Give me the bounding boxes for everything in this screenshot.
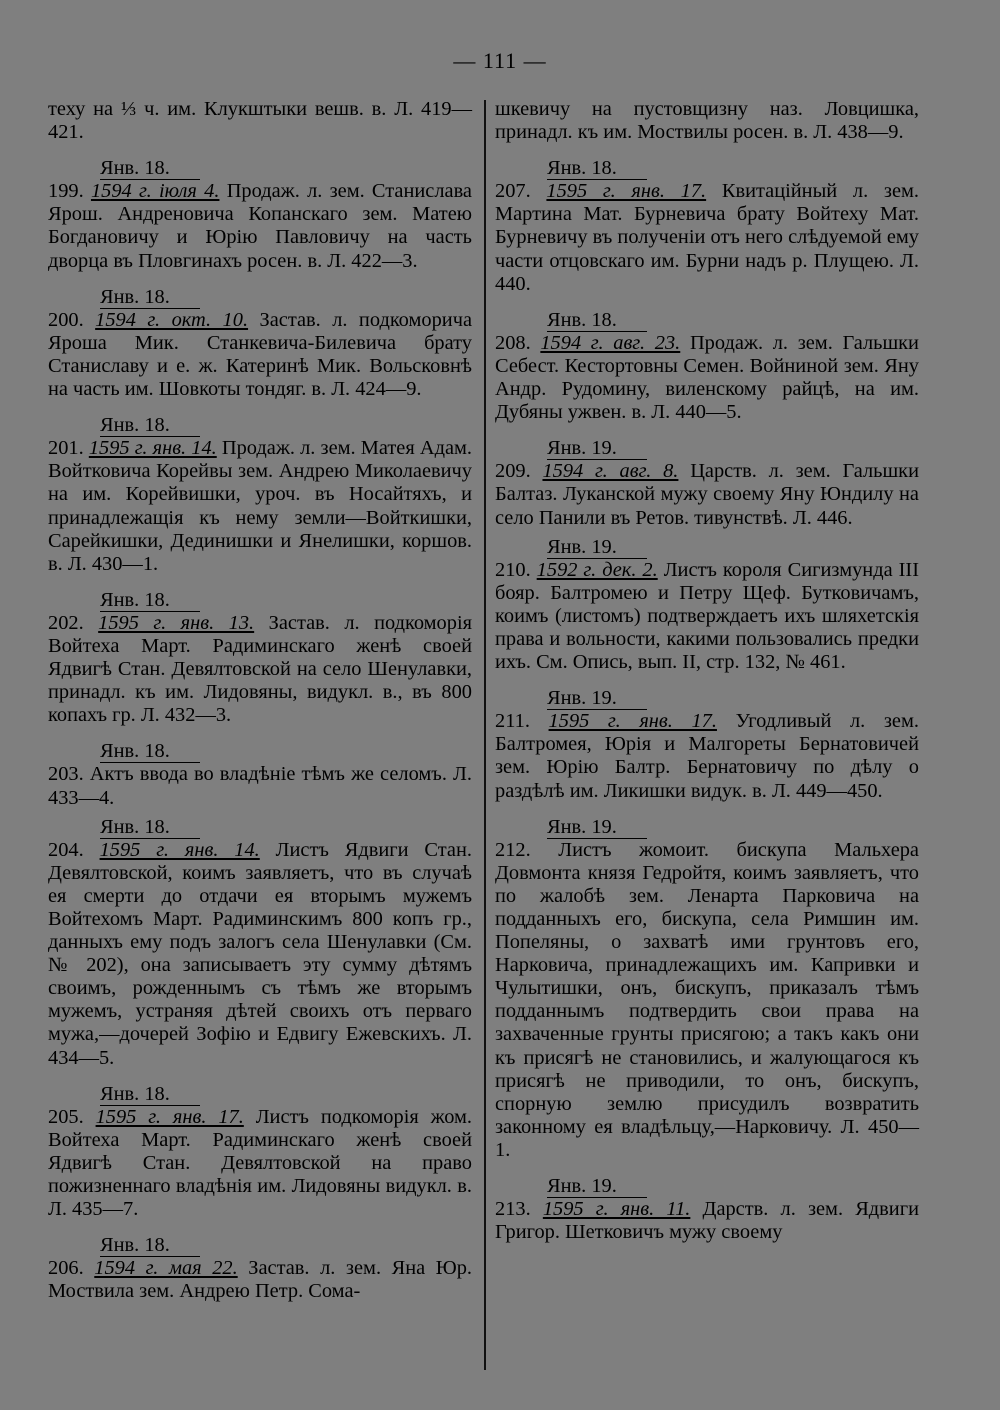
entry-date: 1595 г. янв. 17. (95, 1105, 244, 1128)
entry-206 (48, 1234, 472, 1303)
entry-number: 201. (48, 437, 84, 460)
entry-heading: Янв. 18. (495, 309, 919, 332)
entry-number: 207. (495, 180, 531, 203)
entry-number: 199. (48, 180, 84, 203)
entry-text: Застав. л. подкоморія Войтеха Март. Радиминскаго женѣ своей Ядвигѣ Стан. Девялтовской на село Шенулавки, принадл. къ им. Лидовяны, видукл. в., въ 800 копахъ гр. Л. 432—3. (48, 611, 472, 727)
entry-number: 203. (48, 763, 84, 786)
entry-text: Листъ короля Сигизмунда III бояр. Балтромею и Петру Щеф. Бутковичамъ, коимъ (листомъ) подтверждаетъ ихъ шляхетскія права и вольности, какими пользовались предки ихъ. См. Опись, вып. II, стр. 132, № 461. (495, 558, 919, 674)
entry-number: 206. (48, 1257, 84, 1280)
entry-text: Листъ подкоморія жом. Войтеха Март. Радиминскаго женѣ своей Ядвигѣ Стан. Девялтовской на право пожизненнаго владѣнія им. Лидовяны видукл. в. Л. 435—7. (48, 1105, 473, 1221)
entry-207 (495, 157, 919, 296)
entry-heading: Янв. 19. (495, 1175, 919, 1198)
entry-number: 204. (48, 838, 84, 861)
entry-202 (48, 589, 472, 728)
entry-text: Актъ ввода во владѣніе тѣмъ же селомъ. Л. 433—4. (48, 763, 472, 809)
entry-text: Продаж. л. зем. Матея Адам. Войтковича Корейвы зем. Андрею Миколаевичу на им. Корейвишки, уроч. въ Носайтяхъ, и принадлежащія къ нему земли—Войткишки, Сарейкишки, Дединишки и Янелишки, коршов. в. Л. 430—1. (48, 437, 472, 575)
entry-continuation (48, 98, 472, 144)
entry-text: теху на ⅓ ч. им. Клукштыки вешв. в. Л. 419—421. (48, 98, 472, 144)
column-divider (484, 100, 486, 1370)
right-column (495, 98, 919, 1244)
entry-text: Царств. л. зем. Гальшки Балтаз. Луканской мужу своему Яну Юндилу на село Панили въ Ретов. тивунствѣ. Л. 446. (495, 460, 919, 529)
entry-heading: Янв. 18. (48, 589, 472, 612)
entry-heading: Янв. 18. (48, 740, 472, 763)
entry-number: 211. (495, 710, 530, 733)
entry-date: 1594 г. окт. 10. (95, 308, 249, 331)
entry-number: 209. (495, 460, 531, 483)
entry-heading: Янв. 18. (48, 1083, 472, 1106)
entry-date: 1594 г. авг. 8. (542, 460, 679, 483)
entry-210 (495, 536, 919, 675)
entry-text: Продаж. л. зем. Станислава Ярош. Андреновича Копанскаго зем. Матею Богдановичу и Юрію Павловичу на часть дворца въ Пловгинахъ росен. в. Л. 422—3. (48, 180, 472, 272)
entry-205 (48, 1083, 472, 1222)
entry-text: шкевичу на пустовщизну наз. Ловцишка, принадл. къ им. Моствилы росен. в. Л. 438—9. (495, 98, 919, 144)
entry-201 (48, 414, 472, 576)
entry-text: Застав. л. подкоморича Яроша Мик. Станкевича-Билевича брату Станиславу и е. ж. Катеринѣ Мик. Вольсковнѣ на часть им. Шовкоты тондяг. в. Л. 424—9. (48, 308, 473, 401)
entry-text: Продаж. л. зем. Гальшки Себест. Кестортовны Семен. Войниной зем. Яну Андр. Рудомину, виленскому райцѣ, на им. Дубяны ужвен. в. Л. 440—5. (495, 331, 919, 424)
entry-text: Застав. л. зем. Яна Юр. Моствила зем. Андрею Петр. Сома- (48, 1257, 472, 1303)
entry-212 (495, 816, 919, 1162)
entry-continuation (495, 98, 919, 144)
entry-213 (495, 1175, 919, 1244)
entry-number: 202. (48, 611, 84, 634)
entry-date: 1594 г. іюля 4. (90, 180, 220, 203)
entry-date: 1594 г. авг. 23. (540, 331, 681, 354)
entry-199 (48, 157, 472, 272)
entry-number: 208. (495, 331, 531, 354)
entry-text: Квитаційный л. зем. Мартина Мат. Бурневича брату Войтеху Мат. Бурневичу въ полученіи отъ него слѣдуемой ему части отцовскаго им. Бурни надъ р. Плущею. Л. 440. (495, 180, 920, 295)
entry-date: 1595 г. янв. 14. (99, 838, 260, 861)
entry-text: Листъ Ядвиги Стан. Девялтовской, коимъ заявляетъ, что въ случаѣ ея смерти до отдачи ея вторымъ мужемъ Войтехомъ Март. Радиминскимъ 800 копъ гр., данныхъ ему подъ залогъ села Шенулавки (См. № 202), она записываетъ эту сумму дѣтямъ своимъ, рожденнымъ съ тѣмъ же вторымъ мужемъ, устраняя дѣтей своихъ отъ перваго мужа,—дочерей Зофію и Едвигу Ежевскихъ. Л. 434—5. (48, 838, 472, 1069)
page-number: — 111 — (453, 48, 547, 73)
entry-date: 1595 г. янв. 17. (546, 180, 707, 203)
entry-text: Листъ жомоит. бискупа Мальхера Довмонта князя Гедройтя, коимъ заявляетъ, что по жалобѣ зем. Ленарта Парковича на подданныхъ его, бискупа, села Римшин им. Попеляны, о захватѣ ими грунтовъ его, Нарковича, принадлежащихъ им. Капривки и Чулытишки, онъ, бискупъ, приказалъ тѣмъ подданнымъ подтвердить свои права на захваченные грунты присягою; а такъ какъ они къ присягѣ не становились, и жалующагося къ присягѣ не приводили, то онъ, бискупъ, спорную землю присудилъ возвратить законному ея владѣльцу,—Нарковичу. Л. 450—1. (495, 838, 919, 1161)
entry-heading: Янв. 18. (48, 1234, 472, 1257)
left-column (48, 98, 472, 1304)
entry-heading: Янв. 19. (495, 437, 919, 460)
entry-208 (495, 309, 919, 424)
entry-heading: Янв. 19. (495, 687, 919, 710)
entry-heading: Янв. 19. (495, 816, 919, 839)
entry-date: 1595 г. янв. 11. (542, 1198, 691, 1221)
entry-number: 210. (495, 558, 531, 581)
entry-date: 1595 г. янв. 17. (548, 710, 717, 733)
entry-heading: Янв. 18. (48, 286, 472, 309)
entry-date: 1594 г. мая 22. (94, 1257, 238, 1280)
entry-number: 213. (495, 1198, 531, 1221)
entry-209 (495, 437, 919, 529)
entry-date: 1595 г. янв. 14. (88, 437, 217, 460)
entry-number: 212. (495, 838, 531, 861)
entry-203 (48, 740, 472, 809)
entry-date: 1592 г. дек. 2. (536, 558, 658, 581)
entry-number: 205. (48, 1105, 84, 1128)
entry-text: Угодливый л. зем. Балтромея, Юрія и Малгореты Бернатовичей зем. Юрію Балтр. Бернатовичу по дѣлу о раздѣлѣ им. Ликишки видук. в. Л. 449—450. (495, 710, 919, 802)
entry-date: 1595 г. янв. 13. (98, 611, 255, 634)
entry-204 (48, 816, 472, 1070)
entry-number: 200. (48, 308, 84, 331)
entry-heading: Янв. 18. (495, 157, 919, 180)
entry-211 (495, 687, 919, 802)
entry-text: Дарств. л. зем. Ядвиги Григор. Шетковичъ мужу своему (495, 1198, 919, 1244)
entry-heading: Янв. 18. (48, 816, 472, 839)
entry-200 (48, 286, 472, 401)
entry-heading: Янв. 18. (48, 414, 472, 437)
entry-heading: Янв. 19. (495, 536, 919, 559)
entry-heading: Янв. 18. (48, 157, 472, 180)
